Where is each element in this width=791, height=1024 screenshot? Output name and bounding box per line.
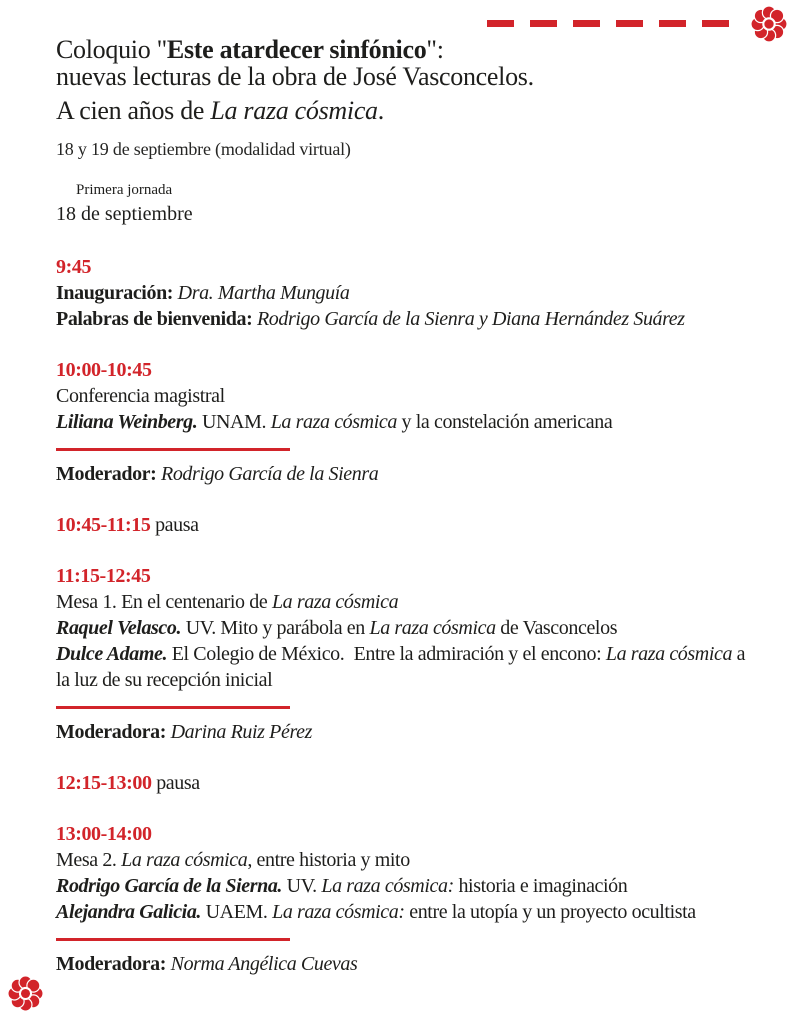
- session-line-segment: Rodrigo García de la Sierna.: [56, 875, 283, 897]
- session-line-segment: Raquel Velasco.: [56, 617, 182, 639]
- session-line-segment: a la luz de su recepción inicial: [56, 643, 750, 691]
- title-bold-phrase: Este atardecer sinfónico: [166, 35, 427, 64]
- session-line-segment: Rodrigo García de la Sienra y Diana Hernández Suárez: [256, 308, 685, 330]
- session-time-note: pausa: [151, 772, 200, 794]
- session-line-segment: Conferencia magistral: [56, 385, 225, 407]
- session-time-line: [56, 254, 751, 280]
- session-line: [56, 280, 751, 306]
- session-line-segment: La raza cósmica: [369, 617, 496, 639]
- session-line: [56, 306, 751, 332]
- event-dates: 18 y 19 de septiembre (modalidad virtual): [56, 139, 351, 159]
- moderator-line-segment: Moderadora:: [56, 953, 171, 975]
- session-line-segment: UV.: [282, 875, 322, 897]
- session-line-segment: UAEM.: [201, 901, 273, 923]
- session-line-segment: historia e imaginación: [453, 875, 628, 897]
- moderator-line: [56, 951, 751, 977]
- moderator-line: [56, 461, 751, 487]
- session-line-segment: La raza cósmica:: [321, 875, 454, 897]
- title-line3-prefix: A cien años de: [56, 96, 211, 125]
- title-suffix: ":: [426, 35, 444, 64]
- session-line-segment: La raza cósmica: [121, 849, 248, 871]
- session-time-line: [56, 770, 751, 796]
- session-time: 12:15-13:00: [56, 772, 152, 794]
- session-time-line: [56, 821, 751, 847]
- session-line-segment: Liliana Weinberg.: [56, 411, 198, 433]
- session-line-segment: El Colegio de México. Entre la admiración y el encono:: [167, 643, 606, 665]
- session-line: [56, 899, 751, 925]
- page-title: [56, 36, 751, 90]
- session-line-segment: entre la utopía y un proyecto ocultista: [404, 901, 696, 923]
- title-line3-work: La raza cósmica: [210, 96, 378, 125]
- session-line: [56, 615, 751, 641]
- moderator-line-segment: Norma Angélica Cuevas: [170, 953, 358, 975]
- session-line-segment: UNAM.: [197, 411, 271, 433]
- moderator-line-segment: Moderador:: [56, 463, 162, 485]
- moderator-divider: [56, 448, 290, 451]
- title-line3: [56, 97, 751, 125]
- session-line: [56, 383, 751, 409]
- session-line-segment: La raza cósmica: [270, 411, 397, 433]
- session-line-segment: Inauguración:: [56, 282, 178, 304]
- moderator-line: [56, 719, 751, 745]
- session-line-segment: y la constelación americana: [396, 411, 613, 433]
- schedule-block: [56, 357, 751, 487]
- session-time-line: [56, 512, 751, 538]
- title-line3-suffix: .: [377, 96, 384, 125]
- title-prefix: Coloquio ": [56, 35, 167, 64]
- session-time: 9:45: [56, 256, 92, 278]
- session-line-segment: Dra. Martha Munguía: [177, 282, 350, 304]
- session-line: [56, 641, 751, 693]
- schedule-block: [56, 254, 751, 332]
- flower-rosette-icon: [7, 975, 44, 1012]
- session-line: [56, 873, 751, 899]
- schedule: [56, 254, 751, 977]
- jornada-date: 18 de septiembre: [56, 203, 193, 225]
- jornada-label: Primera jornada: [76, 182, 173, 198]
- session-line-segment: Alejandra Galicia.: [56, 901, 202, 923]
- dashed-line-ornament: [487, 20, 740, 27]
- session-time: 10:00-10:45: [56, 359, 152, 381]
- session-line-segment: La raza cósmica:: [272, 901, 405, 923]
- session-time-line: [56, 357, 751, 383]
- schedule-block: [56, 770, 751, 796]
- session-time: 13:00-14:00: [56, 823, 152, 845]
- title-line2: nuevas lecturas de la obra de José Vasconcelos.: [56, 62, 534, 91]
- session-line-segment: UV. Mito y parábola en: [181, 617, 370, 639]
- header: [56, 36, 751, 160]
- schedule-block: [56, 563, 751, 745]
- session-line-segment: La raza cósmica: [271, 591, 399, 613]
- session-line-segment: Mesa 1. En el centenario de: [56, 591, 272, 613]
- moderator-line-segment: Darina Ruiz Pérez: [170, 721, 312, 743]
- flower-rosette-icon: [750, 5, 788, 43]
- session-line-segment: , entre historia y mito: [247, 849, 410, 871]
- session-time-note: pausa: [150, 514, 199, 536]
- session-line-segment: Mesa 2.: [56, 849, 122, 871]
- session-time: 10:45-11:15: [56, 514, 151, 536]
- session-line: [56, 847, 751, 873]
- schedule-block: [56, 512, 751, 538]
- schedule-block: [56, 821, 751, 977]
- session-time: 11:15-12:45: [56, 565, 151, 587]
- session-line: [56, 409, 751, 435]
- session-time-line: [56, 563, 751, 589]
- moderator-line-segment: Moderadora:: [56, 721, 171, 743]
- session-line-segment: Dulce Adame.: [56, 643, 168, 665]
- moderator-line-segment: Rodrigo García de la Sienra: [161, 463, 379, 485]
- session-line-segment: de Vasconcelos: [495, 617, 618, 639]
- session-line-segment: La raza cósmica: [605, 643, 733, 665]
- moderator-divider: [56, 706, 290, 709]
- session-line-segment: Palabras de bienvenida:: [56, 308, 257, 330]
- moderator-divider: [56, 938, 290, 941]
- session-line: [56, 589, 751, 615]
